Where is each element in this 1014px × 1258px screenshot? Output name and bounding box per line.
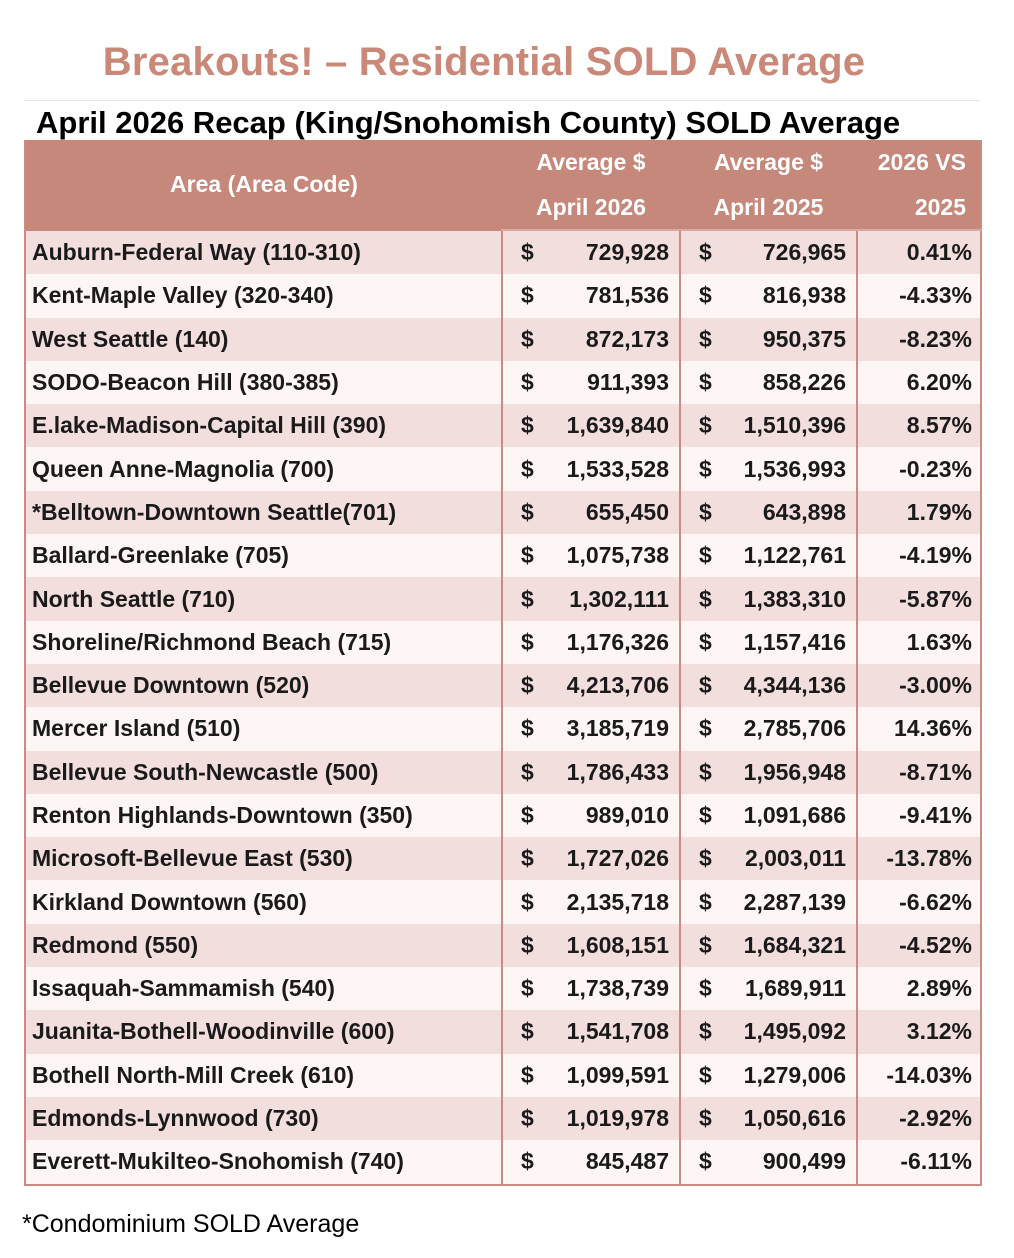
change-percent-cell: -4.52%: [857, 924, 981, 967]
currency-symbol: $: [521, 412, 534, 439]
area-cell: Bothell North-Mill Creek (610): [25, 1054, 502, 1097]
change-header-line1: 2026 VS: [857, 140, 981, 185]
currency-symbol: $: [521, 239, 534, 266]
change-percent-cell: -0.23%: [857, 447, 981, 490]
table-row: [25, 577, 981, 620]
currency-symbol: $: [699, 369, 712, 396]
change-percent-cell: -4.33%: [857, 274, 981, 317]
currency-symbol: $: [521, 585, 534, 612]
currency-symbol: $: [521, 542, 534, 569]
area-cell: Renton Highlands-Downtown (350): [25, 794, 502, 837]
amount-value: 1,302,111: [569, 585, 669, 612]
currency-symbol: $: [699, 1105, 712, 1132]
amount-value: 845,487: [585, 1148, 669, 1175]
amount-value: 2,785,706: [743, 715, 846, 742]
amount-value: 1,176,326: [566, 628, 669, 655]
currency-symbol: $: [521, 845, 534, 872]
area-cell: West Seattle (140): [25, 318, 502, 361]
sold-average-table: [24, 140, 982, 1186]
currency-symbol: $: [521, 455, 534, 482]
area-cell: Redmond (550): [25, 924, 502, 967]
table-row: [25, 1054, 981, 1097]
change-percent-cell: -2.92%: [857, 1097, 981, 1140]
avg-2025-cell: [680, 318, 857, 361]
amount-value: 1,157,416: [743, 628, 846, 655]
avg-2026-cell: [502, 274, 680, 317]
change-percent-cell: 2.89%: [857, 967, 981, 1010]
avg-2026-cell: [502, 794, 680, 837]
table-row: [25, 404, 981, 447]
currency-symbol: $: [699, 282, 712, 309]
amount-value: 872,173: [585, 325, 669, 352]
area-cell: Auburn-Federal Way (110-310): [25, 230, 502, 274]
change-percent-cell: -14.03%: [857, 1054, 981, 1097]
amount-value: 1,956,948: [743, 758, 846, 785]
amount-value: 2,135,718: [566, 888, 669, 915]
currency-symbol: $: [699, 758, 712, 785]
amount-value: 1,279,006: [743, 1061, 846, 1088]
area-cell: Shoreline/Richmond Beach (715): [25, 621, 502, 664]
avg-2025-header-line1: Average $: [680, 140, 857, 185]
amount-value: 1,608,151: [566, 931, 669, 958]
currency-symbol: $: [521, 758, 534, 785]
currency-symbol: $: [699, 455, 712, 482]
table-row: [25, 621, 981, 664]
avg-2026-cell: [502, 967, 680, 1010]
area-cell: Kent-Maple Valley (320-340): [25, 274, 502, 317]
footnote: *Condominium SOLD Average: [22, 1210, 360, 1238]
avg-2026-header-line2: April 2026: [502, 185, 680, 231]
table-caption: April 2026 Recap (King/Snohomish County) SOLD Average: [24, 100, 980, 142]
currency-symbol: $: [521, 715, 534, 742]
avg-2026-cell: [502, 1097, 680, 1140]
avg-2026-cell: [502, 491, 680, 534]
change-percent-cell: -13.78%: [857, 837, 981, 880]
avg-2025-cell: [680, 361, 857, 404]
change-percent-cell: -9.41%: [857, 794, 981, 837]
amount-value: 1,495,092: [743, 1018, 846, 1045]
currency-symbol: $: [699, 1148, 712, 1175]
change-percent-cell: -6.11%: [857, 1140, 981, 1184]
currency-symbol: $: [699, 542, 712, 569]
currency-symbol: $: [699, 1061, 712, 1088]
avg-2025-cell: [680, 1010, 857, 1053]
table-row: [25, 1010, 981, 1053]
currency-symbol: $: [521, 672, 534, 699]
amount-value: 4,344,136: [743, 672, 846, 699]
area-cell: Juanita-Bothell-Woodinville (600): [25, 1010, 502, 1053]
amount-value: 989,010: [585, 802, 669, 828]
avg-2025-cell: [680, 577, 857, 620]
table-row: [25, 837, 981, 880]
table-row: [25, 707, 981, 750]
change-percent-cell: 1.79%: [857, 491, 981, 534]
amount-value: 950,375: [762, 325, 846, 352]
currency-symbol: $: [699, 498, 712, 525]
table-row: [25, 924, 981, 967]
change-percent-cell: -3.00%: [857, 664, 981, 707]
amount-value: 3,185,719: [566, 715, 669, 742]
avg-2025-header-line2: April 2025: [680, 185, 857, 231]
avg-2026-cell: [502, 751, 680, 794]
currency-symbol: $: [699, 715, 712, 742]
area-cell: E.lake-Madison-Capital Hill (390): [25, 404, 502, 447]
currency-symbol: $: [521, 931, 534, 958]
currency-symbol: $: [521, 1018, 534, 1045]
avg-2025-cell: [680, 1097, 857, 1140]
avg-2026-cell: [502, 534, 680, 577]
area-cell: North Seattle (710): [25, 577, 502, 620]
area-cell: *Belltown-Downtown Seattle(701): [25, 491, 502, 534]
amount-value: 2,003,011: [744, 845, 846, 872]
area-cell: Edmonds-Lynnwood (730): [25, 1097, 502, 1140]
area-cell: SODO-Beacon Hill (380-385): [25, 361, 502, 404]
amount-value: 1,533,528: [566, 455, 669, 482]
amount-value: 1,019,978: [566, 1105, 669, 1132]
header-row: [25, 140, 981, 185]
amount-value: 726,965: [762, 239, 846, 266]
currency-symbol: $: [699, 802, 712, 828]
currency-symbol: $: [699, 585, 712, 612]
currency-symbol: $: [521, 282, 534, 309]
amount-value: 900,499: [762, 1148, 846, 1175]
area-cell: Bellevue Downtown (520): [25, 664, 502, 707]
table-row: [25, 880, 981, 923]
currency-symbol: $: [699, 239, 712, 266]
area-cell: Microsoft-Bellevue East (530): [25, 837, 502, 880]
avg-2026-cell: [502, 361, 680, 404]
avg-2025-cell: [680, 794, 857, 837]
avg-2025-cell: [680, 880, 857, 923]
table-row: [25, 361, 981, 404]
amount-value: 643,898: [762, 498, 846, 525]
avg-2026-cell: [502, 1054, 680, 1097]
avg-2026-header-line1: Average $: [502, 140, 680, 185]
change-percent-cell: 0.41%: [857, 230, 981, 274]
table-row: [25, 447, 981, 490]
table-row: [25, 794, 981, 837]
change-percent-cell: -8.71%: [857, 751, 981, 794]
avg-2025-cell: [680, 664, 857, 707]
avg-2026-cell: [502, 924, 680, 967]
table-row: [25, 1097, 981, 1140]
avg-2026-cell: [502, 664, 680, 707]
amount-value: 2,287,139: [743, 888, 846, 915]
amount-value: 1,383,310: [743, 585, 846, 612]
avg-2026-cell: [502, 880, 680, 923]
avg-2026-cell: [502, 707, 680, 750]
table-row: [25, 230, 981, 274]
currency-symbol: $: [521, 802, 534, 828]
area-cell: Bellevue South-Newcastle (500): [25, 751, 502, 794]
table-body: [25, 230, 981, 1185]
avg-2025-cell: [680, 404, 857, 447]
table-row: [25, 318, 981, 361]
currency-symbol: $: [699, 412, 712, 439]
currency-symbol: $: [521, 498, 534, 525]
amount-value: 1,684,321: [743, 931, 846, 958]
currency-symbol: $: [521, 1061, 534, 1088]
area-column-header: Area (Area Code): [25, 140, 502, 230]
change-percent-cell: -6.62%: [857, 880, 981, 923]
amount-value: 655,450: [585, 498, 669, 525]
avg-2025-cell: [680, 1140, 857, 1184]
currency-symbol: $: [699, 672, 712, 699]
change-percent-cell: 6.20%: [857, 361, 981, 404]
table-row: [25, 751, 981, 794]
currency-symbol: $: [521, 325, 534, 352]
currency-symbol: $: [521, 975, 534, 1002]
avg-2026-cell: [502, 1140, 680, 1184]
change-percent-cell: -8.23%: [857, 318, 981, 361]
avg-2026-cell: [502, 404, 680, 447]
amount-value: 1,639,840: [566, 412, 669, 439]
avg-2025-cell: [680, 707, 857, 750]
avg-2025-cell: [680, 1054, 857, 1097]
currency-symbol: $: [521, 1148, 534, 1175]
area-cell: Kirkland Downtown (560): [25, 880, 502, 923]
avg-2025-cell: [680, 751, 857, 794]
amount-value: 1,786,433: [566, 758, 669, 785]
currency-symbol: $: [699, 888, 712, 915]
amount-value: 1,738,739: [566, 975, 669, 1002]
area-cell: Mercer Island (510): [25, 707, 502, 750]
currency-symbol: $: [521, 1105, 534, 1132]
amount-value: 1,091,686: [743, 802, 846, 828]
currency-symbol: $: [699, 1018, 712, 1045]
avg-2026-cell: [502, 230, 680, 274]
amount-value: 911,393: [587, 369, 669, 396]
table-row: [25, 664, 981, 707]
avg-2025-cell: [680, 621, 857, 664]
area-cell: Ballard-Greenlake (705): [25, 534, 502, 577]
change-percent-cell: 8.57%: [857, 404, 981, 447]
amount-value: 1,099,591: [566, 1061, 669, 1088]
change-percent-cell: -4.19%: [857, 534, 981, 577]
avg-2025-cell: [680, 447, 857, 490]
avg-2026-cell: [502, 447, 680, 490]
avg-2026-cell: [502, 1010, 680, 1053]
change-percent-cell: 1.63%: [857, 621, 981, 664]
amount-value: 1,075,738: [566, 542, 669, 569]
avg-2026-cell: [502, 577, 680, 620]
amount-value: 858,226: [762, 369, 846, 396]
amount-value: 1,541,708: [566, 1018, 669, 1045]
table-row: [25, 274, 981, 317]
amount-value: 729,928: [585, 239, 669, 266]
amount-value: 1,122,761: [743, 542, 846, 569]
area-cell: Queen Anne-Magnolia (700): [25, 447, 502, 490]
amount-value: 1,689,911: [744, 975, 846, 1002]
amount-value: 1,536,993: [743, 455, 846, 482]
currency-symbol: $: [521, 628, 534, 655]
currency-symbol: $: [699, 325, 712, 352]
currency-symbol: $: [521, 369, 534, 396]
currency-symbol: $: [521, 888, 534, 915]
currency-symbol: $: [699, 845, 712, 872]
change-percent-cell: -5.87%: [857, 577, 981, 620]
avg-2026-cell: [502, 318, 680, 361]
amount-value: 1,510,396: [743, 412, 846, 439]
table-row: [25, 534, 981, 577]
change-header-line2: 2025: [857, 185, 981, 231]
avg-2025-cell: [680, 491, 857, 534]
currency-symbol: $: [699, 628, 712, 655]
currency-symbol: $: [699, 975, 712, 1002]
amount-value: 781,536: [585, 282, 669, 309]
amount-value: 816,938: [762, 282, 846, 309]
amount-value: 1,050,616: [743, 1105, 846, 1132]
avg-2025-cell: [680, 534, 857, 577]
avg-2025-cell: [680, 837, 857, 880]
table-row: [25, 967, 981, 1010]
change-percent-cell: 14.36%: [857, 707, 981, 750]
avg-2026-cell: [502, 837, 680, 880]
avg-2025-cell: [680, 924, 857, 967]
area-cell: Issaquah-Sammamish (540): [25, 967, 502, 1010]
amount-value: 4,213,706: [566, 672, 669, 699]
area-cell: Everett-Mukilteo-Snohomish (740): [25, 1140, 502, 1184]
table-row: [25, 491, 981, 534]
change-percent-cell: 3.12%: [857, 1010, 981, 1053]
avg-2025-cell: [680, 967, 857, 1010]
table-row: [25, 1140, 981, 1184]
avg-2026-cell: [502, 621, 680, 664]
page-title: Breakouts! – Residential SOLD Average: [102, 40, 866, 84]
avg-2025-cell: [680, 230, 857, 274]
avg-2025-cell: [680, 274, 857, 317]
currency-symbol: $: [699, 931, 712, 958]
amount-value: 1,727,026: [566, 845, 669, 872]
